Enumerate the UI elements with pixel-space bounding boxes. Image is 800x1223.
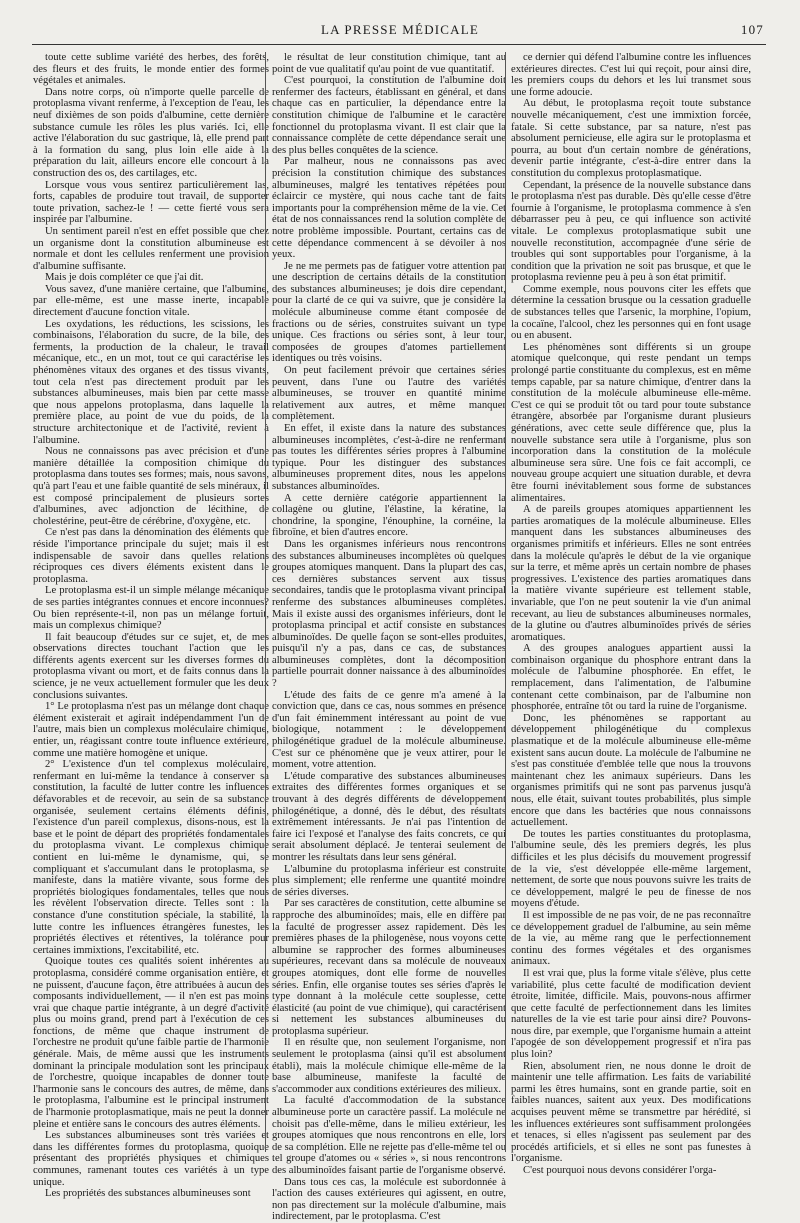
paragraph: Rien, absolument rien, ne nous donne le droit de maintenir une telle affirmation. Les faits de variabilité parmi les êtres humains, sont en grande partie, soit en faibles nuances, saitent aux yeux. Des modifications acquises peuvent même se transmettre par hérédité, si les influences extérieures sont suffisamment prolongées et tenaces, si elles n'agissent pas seulement par des procédés artificiels, et si elles ne sont pas funestes à l'organisme. — [511, 1060, 751, 1165]
paragraph: La faculté d'accommodation de la substance albumineuse porte un caractère passif. La molécule ne choisit pas d'elle-même, dans le milieu extérieur, les groupes atomiques que nous rencontrons en elle, lors de sa complétion. Elle ne rejette pas d'elle-même tel ou tel groupe d'atomes ou « séries », si nous rencontrons des albuminoïdes faisant partie de l'organisme observé. — [272, 1095, 506, 1176]
paragraph: Les propriétés des substances albumineuses sont — [45, 1188, 251, 1200]
paragraph: Dans tous ces cas, la molécule est subordonnée à l'action des causes extérieures qui agissent, en outre, non pas directement sur la molécule d'albumine, mais indirectement, par le protoplasma. C'est — [272, 1176, 506, 1223]
paragraph: Je ne me permets pas de fatiguer votre attention par une description de certains détails de la constitution des substances albumineuses; je dois dire cependant, pour la clarté de ce qui va suivre, que je considère la molécule albumineuse comme étant composée de fractions ou de séries, construites suivant un type unique. Ces fractions ou séries sont, à leur tour, composées de groupes d'atomes partiellement identiques ou très voisins. — [272, 260, 506, 365]
paragraph: De toutes les parties constituantes du protoplasma, l'albumine seule, dès les premiers degrés, les plus difficiles et les plus décisifs du mouvement progressif de la vie, s'est développée elle-même largement, nettement, de sorte que nous pouvons suivre les traits de ce développement, malgré le peu de finesse de nos moyens d'étude. — [511, 828, 751, 910]
page-number: 107 — [740, 22, 764, 37]
paragraph: On peut facilement prévoir que certaines séries peuvent, dans l'une ou l'autre des variétés albumineuses, se trouver en quantité minime relativement aux autres, et même manquer complètement. — [272, 365, 506, 423]
paragraph: Il en résulte que, non seulement l'organisme, non seulement le protoplasma (ainsi qu'il est absolument établi), mais la molécule chimique elle-même de la base albumineuse, manifeste la faculté de s'accommoder aux conditions extérieures des milieux. — [272, 1037, 506, 1095]
paragraph: Les phénomènes sont différents si un groupe atomique quelconque, qui reste pendant un temps prolongé partie constituante du complexus, est en même temps capable, par sa nature chimique, d'entrer dans la constitution de la molécule albumineuse elle-même. C'est ce qui se produit tôt ou tard pour toute substance étrangère, absorbée par l'organisme durant plusieurs générations, avec cette seule différence que, plus la nouvelle substance sera utile à l'organisme, plus son incorporation dans la constitution de la molécule albumineuse sera sûre. Une fois ce fait accompli, ce nouveau groupe acquiert une situation durable, et devra être fourni inévitablement sous forme de substances alimentaires. — [511, 341, 751, 504]
paragraph: C'est pourquoi nous devons considérer l'orga- — [523, 1165, 717, 1176]
paragraph: L'étude des faits de ce genre m'a amené à la conviction que, dans ce cas, nous sommes en présence d'un fait éminemment intéressant au point de vue biologique, notamment : le développement philogénétique graduel de la molécule albumineuse. C'est sur ce phénomène que je veux attirer, pour le moment, votre attention. — [272, 689, 506, 771]
journal-title: LA PRESSE MÉDICALE — [320, 22, 480, 37]
paragraph: 2° L'existence d'un tel complexus moléculaire, renfermant en lui-même la tendance à conserver sa constitution, la faculté de lutter contre les influences défavorables et de recevoir, au sein de sa substance organisée, seulement certains éléments définis, l'existence d'un pareil complexus, disons-nous, est la base et le point de départ des propriétés fondamentales du protoplasma vivant. Le complexus chimique contient en lui-même le dynamisme, qui, se compliquant et s'accumulant dans le protoplasma, se manifeste, dans la matière vivante, sous forme des propriétés biologiques fondamentales, telles que nous les révèlent l'observation directe. Telles sont : la constance d'une constitution spéciale, la stabilité, la lutte contre les influences étrangères funestes, les propriétés électives et rétentives, la tolérance pour certaines immixtions, l'excitabilité, etc. — [33, 759, 269, 956]
paragraph: 1° Le protoplasma n'est pas un mélange dont chaque élément existerait et agirait indépendamment l'un de l'autre, mais bien un complexus moléculaire chimique, entier, un, réagissant contre toute influence extérieure, comme une matière homogène et unique. — [33, 701, 269, 759]
paragraph: Mais je dois compléter ce que j'ai dit. — [45, 272, 204, 284]
paragraph: L'albumine du protoplasma inférieur est construite plus simplement; elle renferme une quantité moindre de séries diverses. — [272, 863, 506, 898]
paragraph: Par malheur, nous ne connaissons pas avec précision la constitution chimique des substances albumineuses, malgré les tentatives répétées pour éclaircir ce mystère, qui nous cache tant de faits importants pour la compréhension même de la vie. Cet état de nos connaissances rend la solution complète de notre problème impossible. Pourtant, certains cas de cette dépendance commencent à se dévoiler à nos yeux. — [272, 156, 506, 261]
paragraph: En effet, il existe dans la nature des substances albumineuses incomplètes, c'est-à-dire ne renfermant pas toutes les différentes séries propres à l'albumine typique. Pour les distinguer des substances albumineuses proprement dites, nous les appelons substances albuminoïdes. — [272, 423, 506, 492]
paragraph: Nous ne connaissons pas avec précision et d'une manière détaillée la composition chimique du protoplasma dans toutes ses formes; mais, nous savons, qu'à part l'eau et une faible quantité de sels minéraux, il est composé principalement de plusieurs sortes d'albumines, avec adjonction de lécithine, de cholestérine, peut-être de cérébrine, d'oxygène, etc. — [33, 446, 269, 527]
paragraph: Les oxydations, les réductions, les scissions, les combinaisons, l'élaboration du sucre, de la bile, des ferments, la production de la chaleur, le travail mécanique, etc., en un mot, tout ce qui caractérise les phénomènes vitaux des organes et des tissus vivants, tout cela n'est pas directement produit par les substances albumineuses, mais bien par cette masse que nous appelons protoplasma, dans laquelle la première place, au point de vue du poids, de la structure architectonique et de l'activité, revient à l'albumine. — [33, 318, 269, 446]
paragraph: Les substances albumineuses sont très variées et dans les différentes formes du protoplasma, quoique présentant des propriétés physiques et chimiques communes, ramenant toutes ces variétés à un type unique. — [33, 1130, 269, 1188]
paragraph: Il fait beaucoup d'études sur ce sujet, et, de mes observations directes touchant l'action que les différents agents exercent sur les diverses formes du protoplasma vivant ou mort, et de faits connus dans la science, je ne veux actuellement formuler que les deux conclusions suivantes. — [33, 631, 269, 701]
paragraph: A des groupes analogues appartient aussi la combinaison organique du phosphore entrant dans la molécule de l'albumine phosphorée. En effet, le remplacement, dans l'alimentation, de l'albumine contenant cette combinaison, par de l'albumine non phosphorée, entraîne tôt ou tard la ruine de l'organisme. — [511, 643, 751, 713]
column-divider — [505, 52, 506, 1152]
page-header — [28, 22, 772, 38]
paragraph: Il est vrai que, plus la forme vitale s'élève, plus cette variabilité, plus cette faculté de modification devient étroite, limitée, difficile. Mais, pouvons-nous affirmer que cette faculté de perfectionnement dans les limites naturelles de la vie est tarie pour ainsi dire? Pouvons-nous dire, par exemple, que l'organisme humain a atteint l'apogée de son développement progressif et n'ira pas plus loin? — [511, 967, 751, 1061]
paragraph: Un sentiment pareil n'est en effet possible que chez un organisme dont la constitution albumineuse est normale et dont les cellules renferment une provision d'albumine suffisante. — [33, 225, 269, 272]
paragraph: Au début, le protoplasma reçoit toute substance nouvelle mécaniquement, c'est une immixtion forcée, fatale. Si cette substance, par sa nature, n'est pas absolument pernicieuse, elle agira sur le protoplasma et pourra, au bout d'un certain nombre de générations, devenir partie intégrante, c'est-à-dire entrer dans la constitution du complexus protoplasmatique. — [511, 98, 751, 179]
paragraph: toute cette sublime variété des herbes, des forêts, des fleurs et des fruits, le monde entier des formes végétales et animales. — [33, 52, 269, 87]
text-column-1 — [33, 52, 269, 1200]
paragraph: ce dernier qui défend l'albumine contre les influences extérieures directes. C'est lui qui reçoit, pour ainsi dire, les premiers coups du dehors et les lui transmet sous une forme adoucie. — [511, 52, 751, 98]
header-rule — [32, 44, 766, 45]
column-divider — [265, 52, 266, 1152]
paragraph: Dans les organismes inférieurs nous rencontrons des substances albumineuses incomplètes où quelques groupes atomiques manquent. Dans la plupart des cas, ces dernières substances servent aux tissus secondaires, tandis que le protoplasma vivant principal renferme des substances albumineuses complètes. Mais il existe aussi des organismes inférieurs, dont le protoplasma principal et actif consiste en substances albuminoïdes. De quelle façon se sont-elles produites, puisqu'il n'y a pas, dans ce cas, de substances albumineuses complètes, dont la décomposition partielle pourrait donner naissance à des albuminoïdes ? — [272, 538, 506, 690]
paragraph: Dans notre corps, où n'importe quelle parcelle de protoplasma vivant renferme, à l'exception de l'eau, les neuf dixièmes de son poids d'albumine, cette dernière substance cumule les rôles les plus variés. Ici, elle active l'élaboration du suc gastrique, là, elle prend part à la formation du sang, plus loin elle aide à la préparation du lait, ailleurs encore elle concourt à la construction des os, des cartilages, etc. — [33, 86, 269, 179]
paragraph: C'est pourquoi, la constitution de l'albumine doit renfermer des facteurs, établissant en général, et dans chaque cas en particulier, la dépendance entre la constitution chimique de l'albumine et le caractère fonctionnel du protoplasma vivant. Il est clair que la connaissance complète de cette dépendance serait une des plus belles conquêtes de la science. — [272, 75, 506, 156]
paragraph: Donc, les phénomènes se rapportant au développement philogénétique du complexus plasmatique et de la molécule albumineuse elle-même existent sans aucun doute. La molécule de l'albumine ne s'est pas constituée d'emblée telle que nous la trouvons maintenant chez les animaux supérieurs. Dans les organismes primitifs qui ne sont pas parvenus jusqu'à nous, elle était, suivant toutes probabilités, plus simple encore que dans les bactéries que nous connaissons actuellement. — [511, 712, 751, 829]
paragraph: Vous savez, d'une manière certaine, que l'albumine, par elle-même, est une masse inerte, incapable directement d'aucune fonction vitale. — [33, 283, 269, 319]
paragraph: Cependant, la présence de la nouvelle substance dans le protoplasma n'est pas durable. Dès qu'elle cesse d'être fournie à l'organisme, le protoplasma commence à s'en débarrasser peu à peu, ce qui influence son activité vitale. Le complexus protoplasmatique subit une nouvelle reconstitution, accompagnée d'une série de troubles qui sont supportables pour l'organisme, à la condition que la privation ne soit pas brusque, et que le protoplasma revienne peu à peu à son état primitif. — [511, 179, 751, 284]
paragraph: Quoique toutes ces qualités soient inhérentes au protoplasma, considéré comme organisation entière, et ne puissent, d'aucune façon, être attribuées à aucun des composants individuellement, — il n'en est pas moins vrai que chaque partie intégrante, à un degré d'activité plus ou moins grand, prend part à l'exécution de ces fonctions, de même que chaque instrument de l'orchestre ne produit qu'une faible partie de l'harmonie générale. Mais, de même aussi que les instruments dominant la principale modulation sont les principaux de l'orchestre, quoique incapables de donner toute l'harmonie sans le concours des autres, de même, dans le protoplasma, l'albumine est le principal instrument de l'harmonie protoplasmatique, mais ne peut la donner pleine et entière sans le concours des autres éléments. — [33, 956, 269, 1130]
paragraph: A cette dernière catégorie appartiennent la collagène ou glutine, l'élastine, la kératine, la chondrine, la spongine, l'énouphine, la cornéine, la fibroïne, et bien d'autres encore. — [272, 492, 506, 539]
text-column-3 — [511, 52, 751, 1176]
paragraph: Lorsque vous vous sentirez particulièrement las, forts, capables de produire tout travail, de supporter toute privation, sachez-le ! — cette fierté vous sera inspirée par l'albumine. — [33, 179, 269, 226]
text-column-2 — [272, 52, 506, 1223]
paragraph: Par ses caractères de constitution, cette albumine se rapproche des albuminoïdes; mais, elle en diffère par la faculté de progresser assez rapidement. Dès les premières phases de la philogenèse, nous voyons cette albumine se rapprocher des formes albumineuses supérieures, recevant dans sa molécule de nouveaux groupes atomiques, dont elle forme de nouvelles séries. Enfin, elle organise toutes ses séries d'après le type donnant à la molécule cette souplesse, cette élasticité (au point de vue chimique), qui caractérisent si nettement les substances albumineuses du protoplasma supérieur. — [272, 898, 506, 1037]
paragraph: le résultat de leur constitution chimique, tant au point de vue qualitatif qu'au point de vue quantitatif. — [272, 52, 506, 75]
paragraph: L'étude comparative des substances albumineuses extraites des différentes formes organiques et se trouvant à des degrés différents de développement philogénétique, a donné, dès le début, des résultats extrêmement intéressants. Je n'ai pas l'intention de faire ici l'exposé et l'analyse des faits concrets, ce qui serait absolument déplacé. Je tenterai seulement de montrer les résultats dans leur sens général. — [272, 770, 506, 863]
paragraph: Le protoplasma est-il un simple mélange mécanique de ses parties intégrantes connues et encore inconnues? Ou bien représente-t-il, non pas un mélange fortuit, mais un complexus chimique? — [33, 585, 269, 632]
paragraph: Comme exemple, nous pouvons citer les effets que détermine la cessation brusque ou la cessation graduelle de substances telles que l'arsenic, la morphine, l'opium, la cocaïne, l'alcool, chez les personnes qui en font usage ou en abusent. — [511, 283, 751, 342]
paragraph: Il est impossible de ne pas voir, de ne pas reconnaître ce développement graduel de l'albumine, au sein même de la vie, au même rang que le perfectionnement continu des formes végétales et des organismes animaux. — [511, 909, 751, 968]
paragraph: A de pareils groupes atomiques appartiennent les parties aromatiques de la molécule albumineuse. Elles manquent dans les substances albumineuses des organismes primitifs et inférieurs. Elles ne sont entrées dans la molécule qu'après le début de la vie organique sur la terre, et même après un certain nombre de phases progressives. L'existence des parties aromatiques dans la matière vivante supérieure est tellement stable, invariable, que l'on ne peut soutenir la vie d'un animal recevant, au lieu de substances albumineuses normales, de la glutine ou d'autres albuminoïdes privés de séries aromatiques. — [511, 504, 751, 643]
paragraph: Ce n'est pas dans la dénomination des éléments que réside l'importance principale du sujet; mais il est indispensable de savoir dans quelles relations réciproques ces divers éléments existent dans le protoplasma. — [33, 527, 269, 585]
